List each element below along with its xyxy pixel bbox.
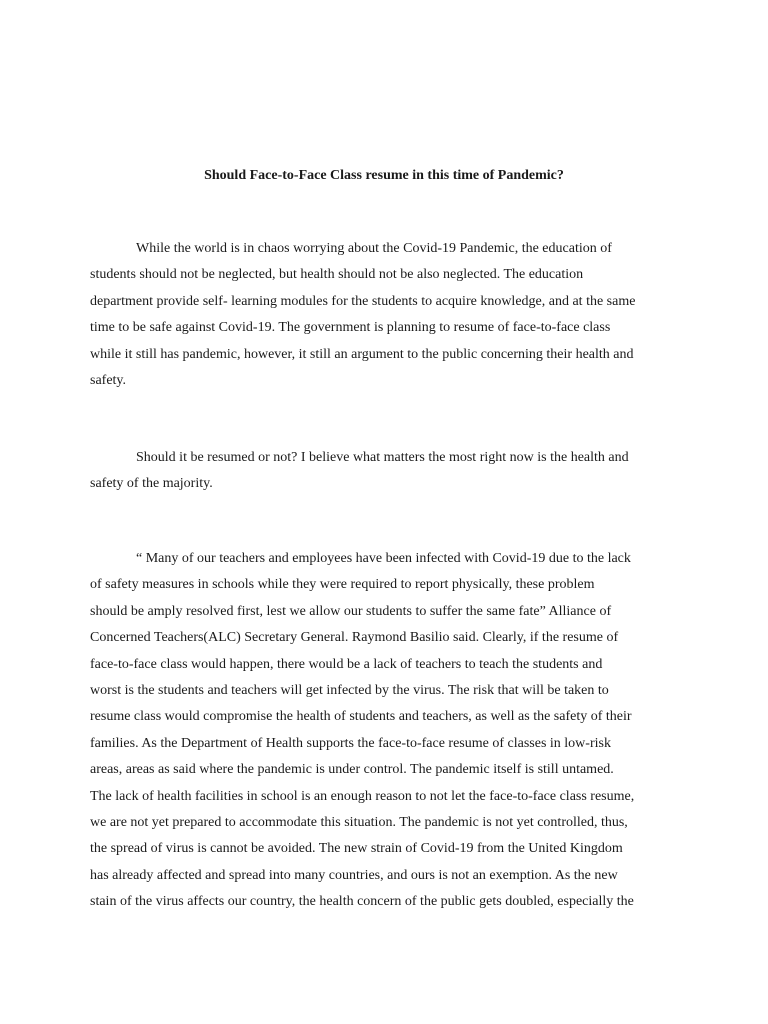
paragraph-line: students should not be neglected, but health should not be also neglected. The education [90,267,584,283]
paragraph-line: safety of the majority. [90,476,213,492]
paragraph-line: time to be safe against Covid-19. The government is planning to resume of face-to-face class [90,320,611,336]
paragraph-line: resume class would compromise the health of students and teachers, as well as the safety of their [90,709,632,725]
paragraph-line: families. As the Department of Health supports the face-to-face resume of classes in low-risk [90,735,611,751]
paragraph-line: The lack of health facilities in school is an enough reason to not let the face-to-face class resume, [90,788,635,804]
paragraph-line: stain of the virus affects our country, the health concern of the public gets doubled, especially the [90,894,634,910]
paragraph-line: while it still has pandemic, however, it still an argument to the public concerning their health and [90,346,634,362]
paragraph-line: safety. [90,373,127,389]
paragraph-line: worst is the students and teachers will get infected by the virus. The risk that will be taken to [90,683,609,699]
paragraph-line: should be amply resolved first, lest we allow our students to suffer the same fate” Alliance of [90,603,612,619]
paragraph-line: department provide self- learning modules for the students to acquire knowledge, and at the same [90,293,636,309]
paragraph-line: of safety measures in schools while they were required to report physically, these problem [90,577,595,593]
paragraph-2 [90,445,686,498]
paragraph-line: the spread of virus is cannot be avoided. The new strain of Covid-19 from the United Kingdom [90,841,623,857]
paragraph-line: Concerned Teachers(ALC) Secretary General. Raymond Basilio said. Clearly, if the resume of [90,630,619,646]
paragraph-line: has already affected and spread into many countries, and ours is not an exemption. As the new [90,867,618,883]
paragraph-3 [90,546,686,916]
paragraph-line: face-to-face class would happen, there would be a lack of teachers to teach the students and [90,656,603,672]
document-title: Should Face-to-Face Class resume in this time of Pandemic? [204,168,564,183]
paragraph-line: While the world is in chaos worrying about the Covid-19 Pandemic, the education of [136,241,612,256]
paragraph-line: “ Many of our teachers and employees have been infected with Covid-19 due to the lack [136,551,631,566]
paragraph-1 [90,236,686,394]
paragraph-line: we are not yet prepared to accommodate this situation. The pandemic is not yet controlled, thus, [90,815,628,831]
paragraph-line: Should it be resumed or not? I believe what matters the most right now is the health and [136,450,629,465]
paragraph-line: areas, areas as said where the pandemic is under control. The pandemic itself is still untamed. [90,762,614,778]
